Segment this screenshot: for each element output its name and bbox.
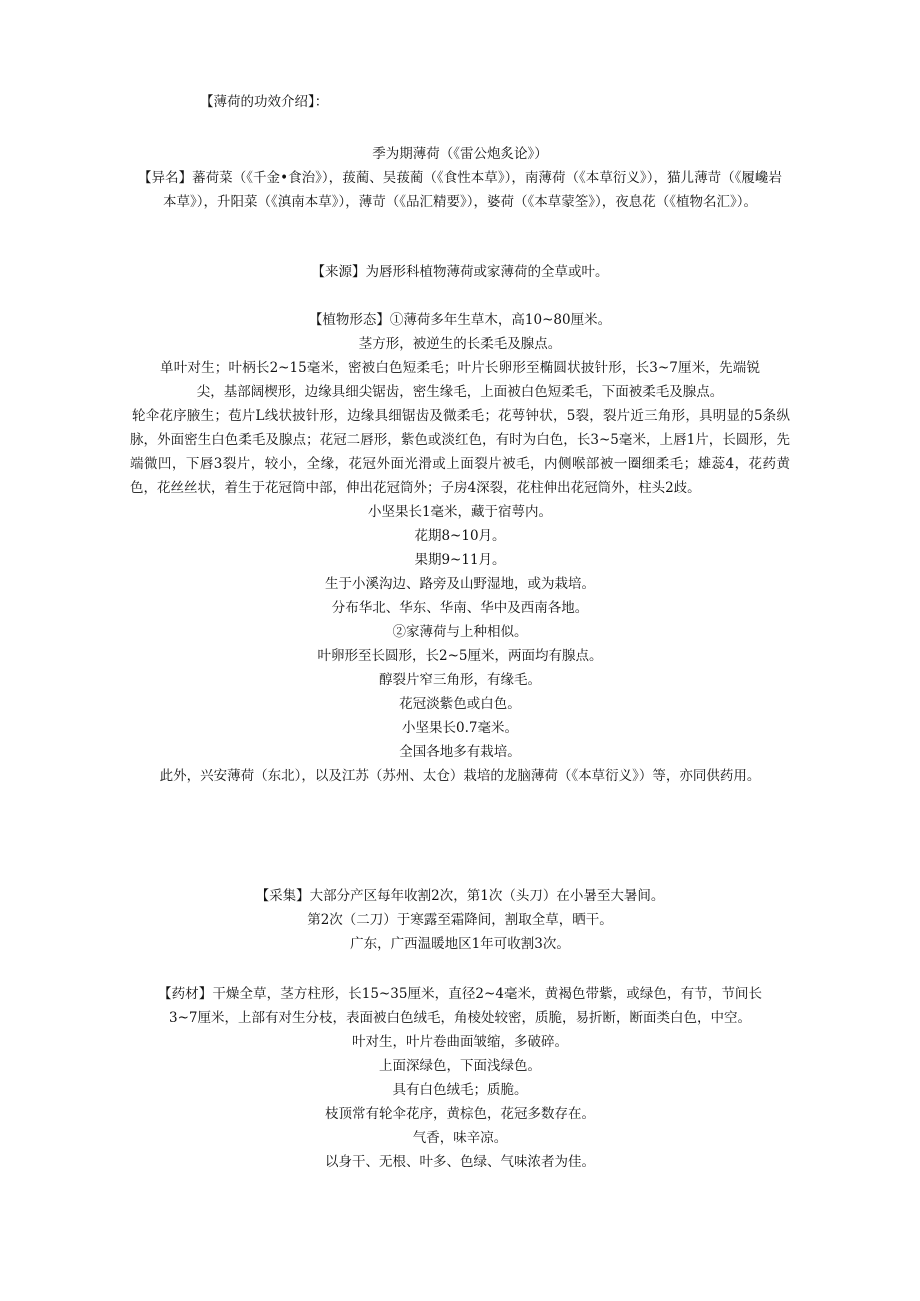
material-line: 具有白色绒毛；质脆。: [392, 1082, 528, 1098]
leaf-paragraph: 单叶对生；叶柄长2~15毫米，密被白色短柔毛；叶片长卵形至椭圆状披针形，长3~7厘米，先端锐尖，基部阔楔形，边缘具细尖锯齿，密生缘毛，上面被白色短柔毛，下面被柔毛及腺点。: [160, 360, 760, 400]
flower-paragraph: 轮伞花序腋生；苞片L线状披针形，边缘具细锯齿及微柔毛；花萼钟状，5裂，裂片近三角形，具明显的5条纵脉，外面密生白色柔毛及腺点；花冠二唇形，紫色或淡红色，有时为白色，长3~5毫米，上唇1片，长圆形，先端微凹，下唇3裂片，较小，全缘，花冠外面光滑或上面裂片被毛，内侧喉部被一圈细柔毛；雄蕊4，花药黄色，花丝丝状，着生于花冠筒中部，伸出花冠筒外；子房4深裂，花柱伸出花冠筒外，柱头2歧。: [130, 408, 790, 496]
morphology-line: 分布华北、华东、华南、华中及西南各地。: [331, 600, 589, 616]
material-line: 气香，味辛凉。: [412, 1130, 508, 1146]
collection-section: [130, 884, 790, 956]
morphology-line: ②家薄荷与上种相似。: [392, 624, 528, 640]
collection-line: 广东，广西温暖地区1年可收割3次。: [350, 936, 570, 952]
morphology-line: 小坚果长0.7毫米。: [402, 720, 518, 736]
material-line: 上面深绿色，下面浅绿色。: [379, 1058, 541, 1074]
morphology-line: 果期9~11月。: [414, 552, 506, 568]
morphology-line: 小坚果长1毫米，藏于宿萼内。: [367, 504, 553, 520]
morphology-line: 全国各地多有栽培。: [399, 744, 521, 760]
source-section: [130, 260, 790, 284]
morphology-line: 生于小溪沟边、路旁及山野湿地，或为栽培。: [325, 576, 595, 592]
morphology-note: 此外，兴安薄荷（东北），以及江苏（苏州、太仓）栽培的龙脑薄荷（《本草衍义》）等，亦同供药用。: [159, 768, 761, 784]
morphology-line: 茎方形，被逆生的长柔毛及腺点。: [358, 336, 562, 352]
morphology-line: 花期8~10月。: [414, 528, 506, 544]
morphology-section: [130, 308, 790, 788]
alias-heading-line: 季为期薄荷（《雷公炮炙论》）: [372, 146, 548, 162]
morphology-line: 醇裂片窄三角形，有缘毛。: [379, 672, 541, 688]
collection-line: 第2次（二刀）于寒露至霜降间，割取全草，晒干。: [307, 912, 613, 928]
morphology-line: 花冠淡紫色或白色。: [399, 696, 521, 712]
morphology-line: 【植物形态】①薄荷多年生草木，高10~80厘米。: [308, 312, 612, 328]
alias-paragraph: 【异名】蕃荷菜（《千金•食治》），菝蔺、吴菝蔺（《食性本草》），南薄荷（《本草衍义》），猫儿薄苛（《履巉岩本草》），升阳菜（《滇南本草》），薄苛（《品汇精要》），婆荷（《本草蒙筌》），夜息花（《植物名汇》）。: [138, 170, 782, 210]
material-section: [130, 982, 790, 1174]
doc-title: 【薄荷的功效介绍】：: [200, 94, 329, 110]
material-line: 叶对生，叶片卷曲面皱缩，多破碎。: [352, 1034, 568, 1050]
material-line: 枝顶常有轮伞花序，黄棕色，花冠多数存在。: [325, 1106, 595, 1122]
alias-section: [130, 142, 790, 214]
morphology-line: 叶卵形至长圆形，长2~5厘米，两面均有腺点。: [317, 648, 603, 664]
collection-line: 【采集】大部分产区每年收割2次，第1次（头刀）在小暑至大暑间。: [255, 888, 665, 904]
material-paragraph: 【药材】干燥全草，茎方柱形，长15~35厘米，直径2~4毫米，黄褐色带紫，或绿色，有节，节间长3~7厘米，上部有对生分枝，表面被白色绒毛，角棱处较密，质脆，易折断，断面类白色，中空。: [158, 986, 762, 1026]
source-line: 【来源】为唇形科植物薄荷或家薄荷的全草或叶。: [311, 264, 609, 280]
material-line: 以身干、无根、叶多、色绿、气味浓者为佳。: [325, 1154, 595, 1170]
